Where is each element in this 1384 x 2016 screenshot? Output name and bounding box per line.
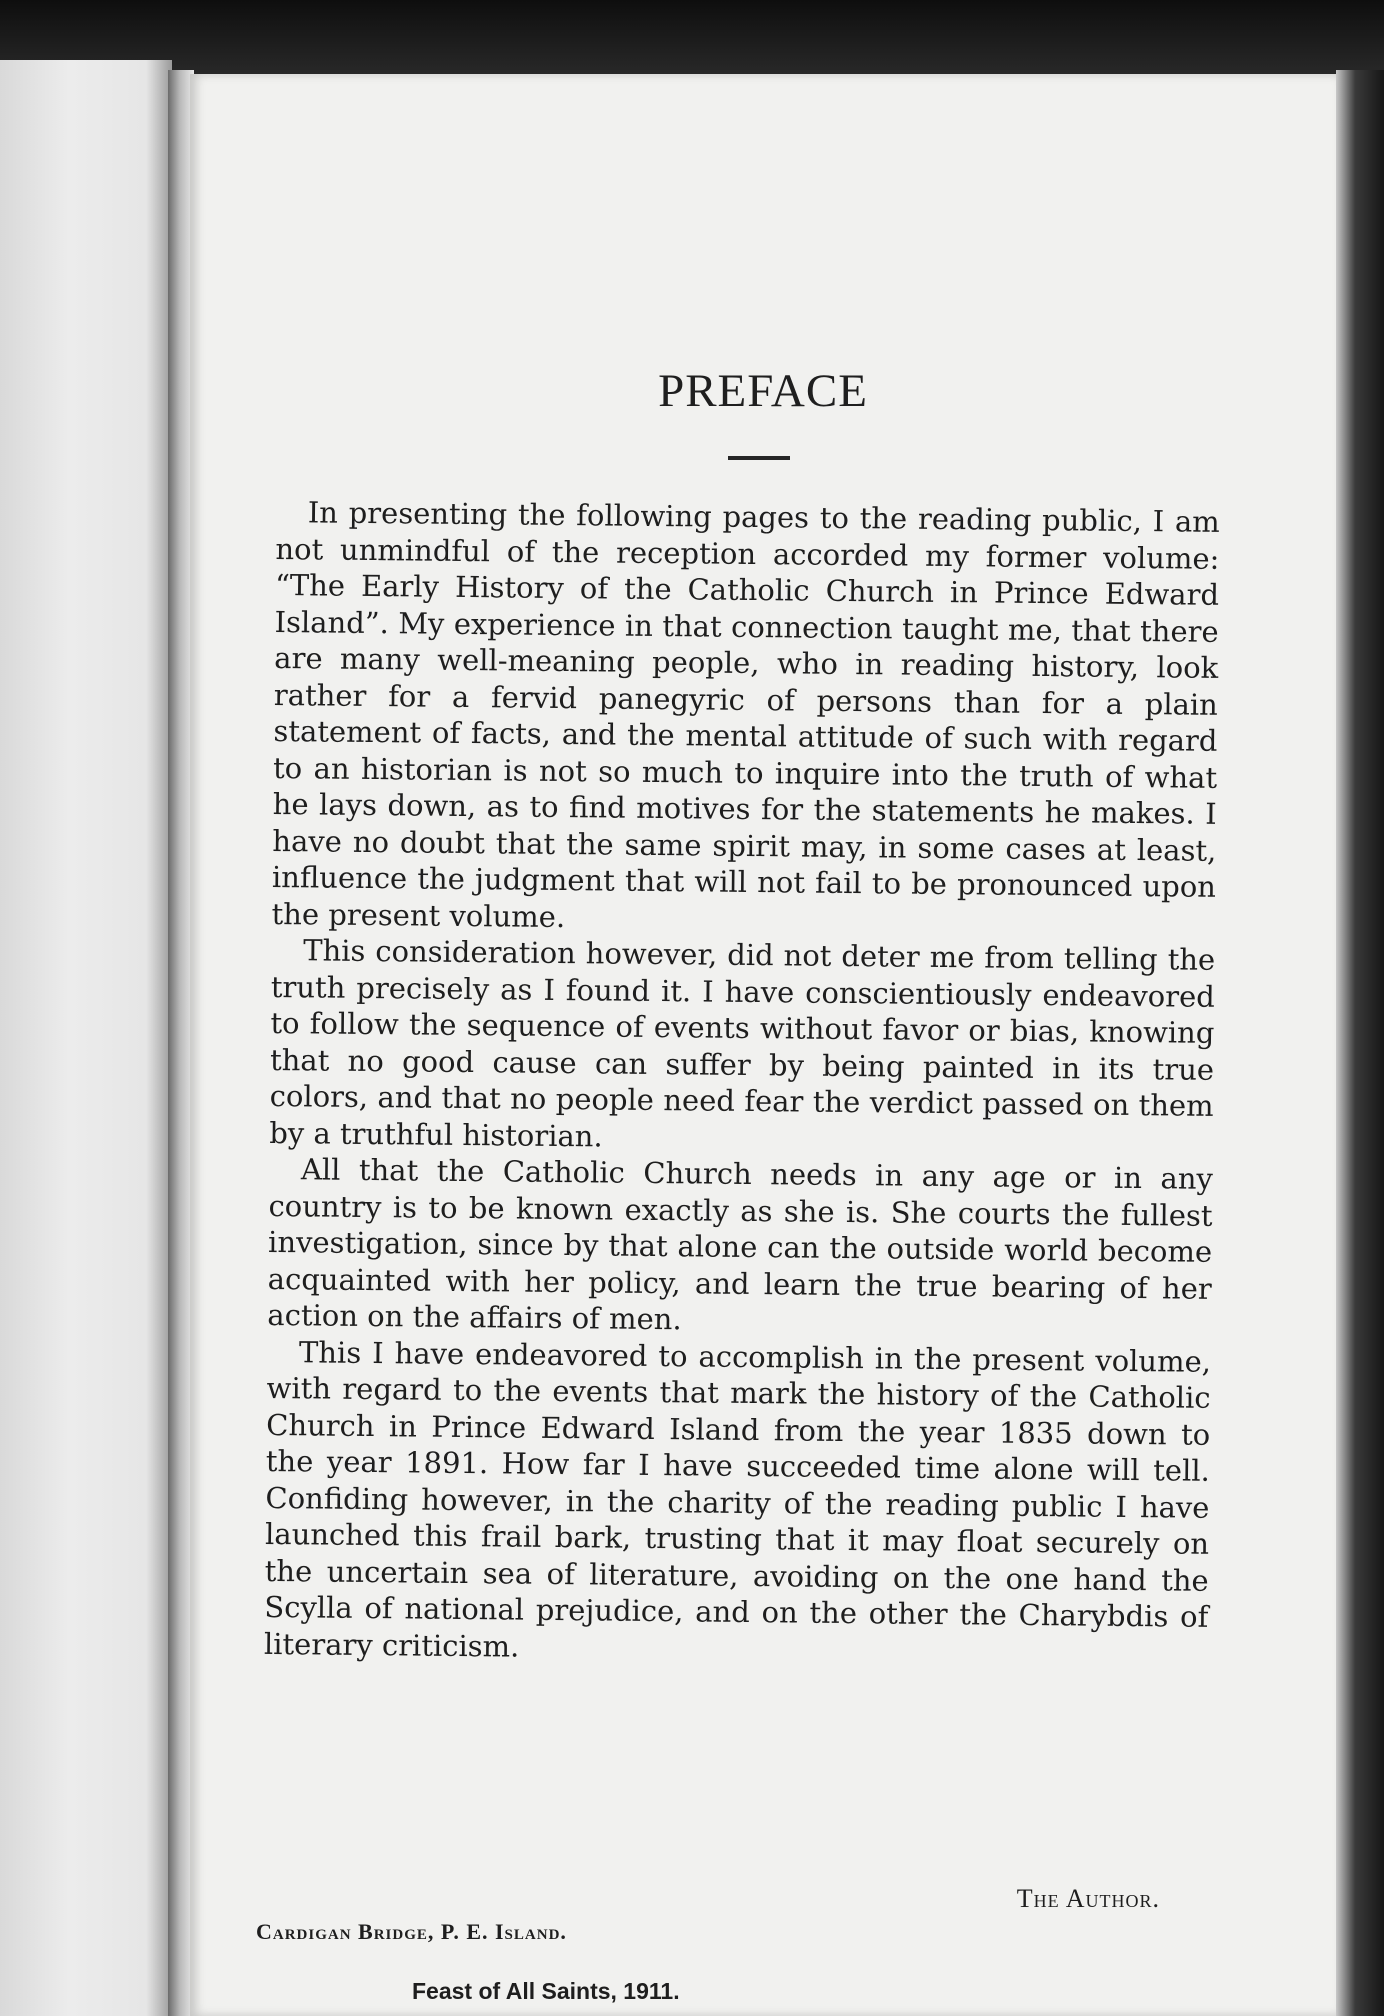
paragraph: In presenting the following pages to the reading public, I am not unmindful of the reception accorded my former volume: “The Early History of the Catholic Church in Prince Edward Island”. My experience in that connection taught me, that there are many well-meaning people, who in reading history, look rather for a fervid panegyric of persons than for a plain statement of facts, and the mental attitude of such with regard to an historian is not so much to inquire into the truth of what he lays down, as to find motives for the statements he makes. I have no doubt that the same spirit may, in some cases at least, influence the judgment that will not fail to be pronounced upon the present volume. (271, 495, 1220, 934)
date-line: Feast of All Saints, 1911. (412, 1978, 680, 2004)
book-page (190, 74, 1336, 2016)
author-signature: The Author. (1016, 1884, 1160, 1913)
facing-page-edge (0, 60, 172, 2016)
preface-body (264, 494, 1220, 1672)
scan-right-edge (1336, 70, 1384, 2016)
place-line: Cardigan Bridge, P. E. Island. (256, 1919, 567, 1944)
page-title: PREFACE (658, 365, 868, 417)
title-rule (728, 456, 790, 460)
scan-top-shadow (0, 0, 1384, 80)
paragraph: This consideration however, did not deter me from telling the truth precisely as I found it. I have conscientiously endeavored to follow the sequence of events without favor or bias, knowing that no good cause can suffer by being painted in its true colors, and that no people need fear the verdict passed on them by a truthful historian. (269, 933, 1216, 1153)
paragraph: All that the Catholic Church needs in any age or in any country is to be known exactly as she is. She courts the fullest investigation, since by that alone can the outside world become acquainted with her policy, and learn the true bearing of her action on the affairs of men. (267, 1152, 1214, 1337)
paragraph: This I have endeavored to accomplish in the present volume, with regard to the events that mark the history of the Catholic Church in Prince Edward Island from the year 1835 down to the year 1891. How far I have succeeded time alone will tell. Confiding however, in the charity of the reading public I have launched this frail bark, trusting that it may float securely on the uncertain sea of literature, avoiding on the one hand the Scylla of national prejudice, and on the other the Charybdis of literary criticism. (263, 1334, 1212, 1664)
